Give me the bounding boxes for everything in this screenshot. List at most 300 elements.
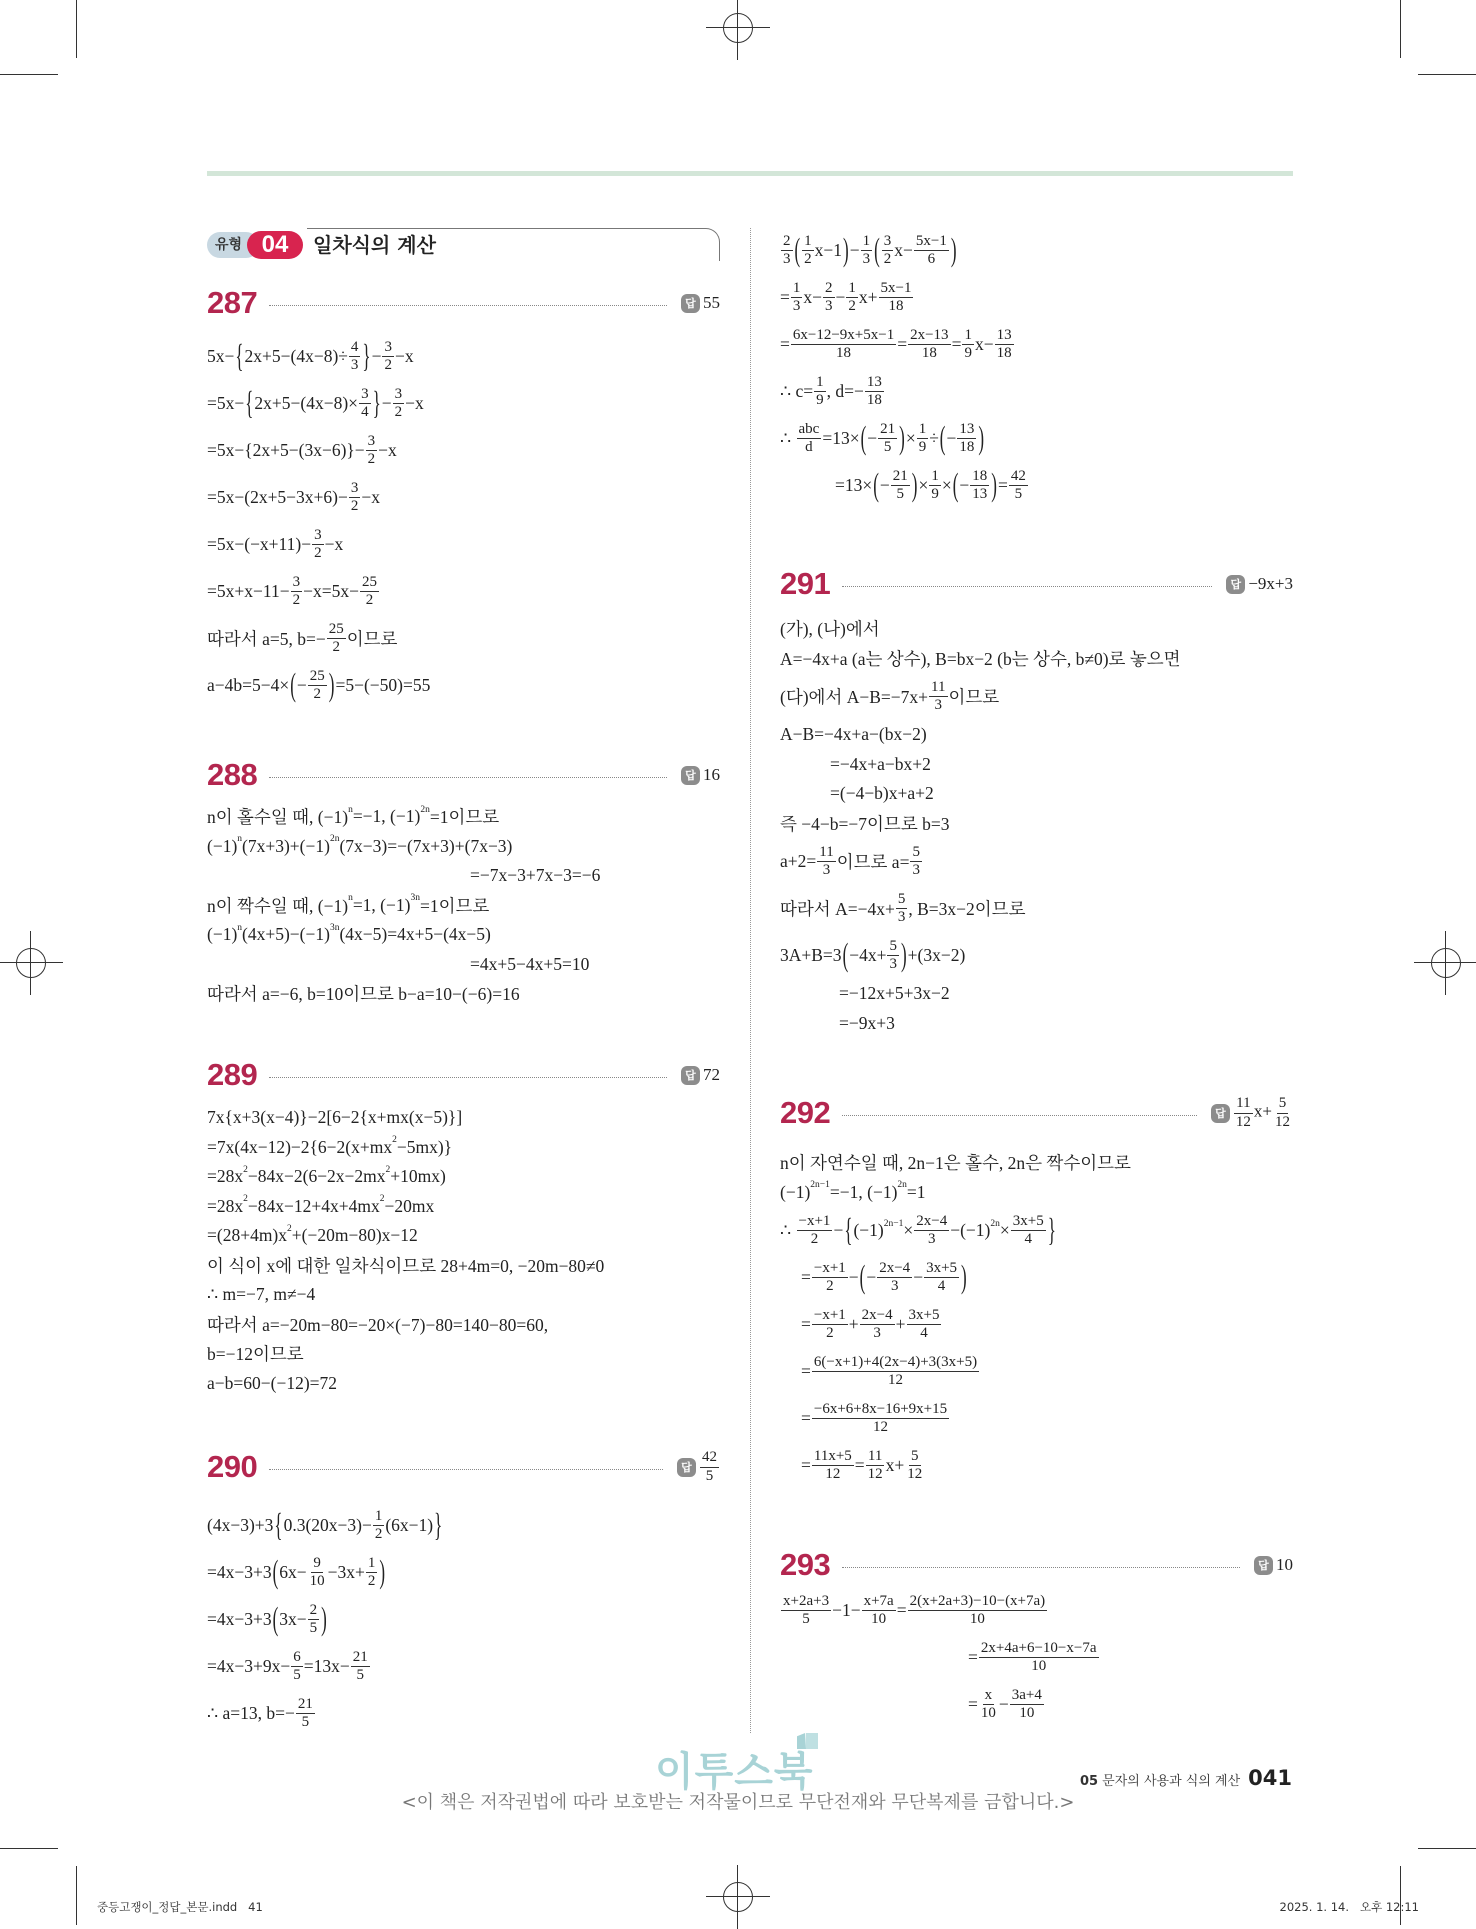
fraction <box>797 1213 833 1249</box>
fraction <box>366 433 378 469</box>
solution-line <box>207 832 600 862</box>
math-text: +(−20m−80)x−12 <box>291 1225 418 1246</box>
math-text: − <box>866 1267 877 1287</box>
watermark-logo: 이투스북 <box>655 1749 814 1795</box>
fraction-numerator: 11 <box>817 844 835 862</box>
fraction-numerator: x+2a+3 <box>781 1593 831 1611</box>
math-text: −5mx)} <box>396 1136 453 1157</box>
math-text: = <box>951 334 962 354</box>
math-text: =−7x−3+7x−3=−6 <box>470 865 601 886</box>
math-text: 따라서 a=−6, b=10이므로 b−a=10−(−6)=16 <box>207 984 520 1005</box>
large-bracket: } <box>434 1506 443 1543</box>
fraction-numerator: 13 <box>865 374 884 392</box>
fraction <box>924 1260 959 1296</box>
solution-line <box>207 1369 604 1399</box>
math-text: 이므로 <box>948 687 1000 707</box>
math-text: = <box>780 287 790 307</box>
answer-value <box>703 765 720 785</box>
math-text: (−1) <box>207 835 238 856</box>
fraction-denominator: 3 <box>912 862 920 878</box>
fraction-numerator: 2x−13 <box>908 327 950 345</box>
large-bracket: ) <box>843 231 849 268</box>
section-title: 일차식의 계산 <box>313 233 436 257</box>
fraction-numerator: 3 <box>349 480 361 498</box>
solution-lines <box>780 614 1181 1038</box>
section-banner <box>207 228 720 264</box>
fraction-denominator: 2 <box>313 686 322 702</box>
crop-mark <box>1400 1866 1401 1925</box>
crop-mark <box>0 1848 58 1849</box>
fraction-numerator: 2 <box>308 1602 320 1620</box>
fraction-numerator: 1 <box>929 468 941 486</box>
fraction <box>812 1401 949 1437</box>
large-bracket: ( <box>859 1258 866 1295</box>
fraction <box>878 421 897 457</box>
fraction-denominator: 10 <box>309 1573 325 1589</box>
fraction-numerator: 2x−4 <box>860 1307 895 1325</box>
solution-line <box>207 662 430 709</box>
fraction-denominator: 2 <box>848 298 856 314</box>
fraction <box>908 327 950 363</box>
fraction <box>373 1508 385 1544</box>
math-text: −3x+ <box>327 1562 365 1582</box>
fraction-denominator: 12 <box>825 1466 841 1482</box>
fraction-denominator: 2 <box>883 251 892 267</box>
problem-number: 292 <box>780 1095 831 1130</box>
fraction-denominator: 5 <box>309 1620 318 1636</box>
fraction-numerator: 42 <box>1009 468 1028 486</box>
superscript: 3n <box>329 922 340 933</box>
math-text: b=−12이므로 <box>207 1344 304 1365</box>
answer-value <box>1233 1095 1293 1131</box>
math-text: =4x−3+3 <box>207 1562 272 1582</box>
solution-line <box>207 1596 443 1643</box>
solution-line <box>780 838 1181 885</box>
solution-line <box>207 380 430 427</box>
fraction-numerator: 18 <box>970 468 989 486</box>
math-text: − <box>849 240 860 260</box>
fraction-numerator: 2x+4a+6−10−x−7a <box>979 1640 1099 1658</box>
column-divider <box>750 228 751 1733</box>
fraction-numerator: 6 <box>291 1649 303 1667</box>
fraction-numerator: 25 <box>327 621 346 639</box>
fraction-numerator: 1 <box>814 374 826 392</box>
fraction-numerator: 13 <box>995 327 1014 345</box>
large-bracket: ( <box>272 1600 279 1637</box>
fraction-denominator: 4 <box>937 1278 946 1294</box>
math-text: 따라서 a=−20m−80=−20×(−7)−80=140−80=60, <box>207 1314 549 1335</box>
fraction-denominator: 18 <box>836 345 852 361</box>
math-text: A=−4x+a (a는 상수), B=bx−2 (b는 상수, b≠0)로 놓으면 <box>780 648 1181 669</box>
fraction <box>865 374 884 410</box>
math-text: − <box>959 475 970 495</box>
large-bracket: ) <box>950 231 957 268</box>
fraction <box>957 421 976 457</box>
answer <box>681 765 720 785</box>
large-bracket: ) <box>328 666 335 703</box>
math-text: = <box>854 1455 865 1475</box>
fraction-numerator: 2x−4 <box>914 1213 949 1231</box>
solution-lines <box>207 802 600 1009</box>
fraction <box>296 1696 315 1732</box>
type-number-badge: 04 <box>247 231 303 259</box>
fraction-numerator: 2(x+2a+3)−10−(x+7a) <box>908 1593 1048 1611</box>
problem-header <box>207 1055 720 1095</box>
crop-mark <box>1418 1848 1476 1849</box>
answer <box>1254 1555 1293 1575</box>
problem-number: 291 <box>780 566 831 601</box>
math-text: =5−(−50)=55 <box>335 675 431 695</box>
fraction-denominator: 3 <box>783 251 791 267</box>
math-text: − <box>371 346 382 366</box>
fraction-denominator: 2 <box>374 1526 383 1542</box>
math-text: −x <box>394 346 414 366</box>
math-text: × <box>918 475 929 495</box>
fraction-numerator: 3x+5 <box>907 1307 942 1325</box>
answer-icon: 답 <box>681 294 700 313</box>
fraction <box>879 280 914 316</box>
solution-line <box>207 920 600 950</box>
solution-line <box>207 1339 604 1369</box>
math-text: × <box>999 1220 1010 1240</box>
solution-line <box>780 1148 1131 1178</box>
problem-header <box>207 283 720 323</box>
solution-line <box>207 474 430 521</box>
fraction-denominator: 9 <box>931 486 939 502</box>
solution-line <box>207 802 600 832</box>
superscript: 2 <box>392 1135 397 1146</box>
fraction-denominator: 12 <box>873 1419 888 1435</box>
large-bracket: } <box>1047 1211 1056 1248</box>
math-text: (다)에서 A−B=−7x+ <box>780 687 929 707</box>
math-text: 16 <box>703 765 720 784</box>
solution-line <box>780 809 1181 839</box>
math-text: − <box>835 287 846 307</box>
dotted-leader <box>269 305 667 306</box>
fraction-denominator: 3 <box>890 1278 899 1294</box>
fraction <box>929 679 947 715</box>
fraction-numerator: 2 <box>781 233 793 251</box>
math-text: 2x+5−(4x−8)× <box>254 393 359 413</box>
fraction <box>359 386 371 422</box>
solution-line <box>780 779 1181 809</box>
fraction <box>846 280 858 316</box>
fraction-numerator: 21 <box>351 1649 370 1667</box>
fraction <box>349 480 361 516</box>
math-text: =4x+5−4x+5=10 <box>470 953 590 974</box>
math-text: + <box>848 1314 859 1334</box>
answer <box>1211 1095 1293 1131</box>
solution-line <box>780 1681 1100 1728</box>
solution-line <box>207 950 600 980</box>
fraction-numerator: 1 <box>962 327 974 345</box>
math-text: 이므로 <box>346 629 398 649</box>
answer-icon: 답 <box>681 1066 700 1085</box>
math-text: 따라서 A=−4x+ <box>780 899 895 919</box>
superscript: 2n <box>897 1180 907 1191</box>
math-text: = <box>968 1647 978 1667</box>
fraction <box>700 1449 719 1485</box>
math-text: =13× <box>822 428 860 448</box>
solution-line <box>780 932 1181 979</box>
fraction <box>866 1448 885 1484</box>
fraction-numerator: x <box>983 1687 995 1705</box>
type-badge: 유형 <box>207 232 259 258</box>
math-text: (4x−3)+3 <box>207 1515 274 1535</box>
answer <box>681 1065 720 1085</box>
large-bracket: ) <box>911 466 918 503</box>
math-text: 5x− <box>207 346 235 366</box>
math-text: n이 짝수일 때, (−1) <box>207 895 349 916</box>
fraction-denominator: 12 <box>907 1466 923 1482</box>
fraction-numerator: 6(−x+1)+4(2x−4)+3(3x+5) <box>812 1354 979 1372</box>
solution-line <box>207 615 430 662</box>
solution-line <box>780 321 1029 368</box>
large-bracket: ( <box>873 466 879 503</box>
solution-line <box>207 1643 443 1690</box>
fraction-denominator: 9 <box>816 392 824 408</box>
fraction <box>910 844 922 880</box>
fraction <box>797 421 822 457</box>
solution-line <box>780 1442 1131 1489</box>
fraction-denominator: 3 <box>825 298 833 314</box>
answer-icon: 답 <box>677 1458 696 1477</box>
math-text: x+ <box>1253 1101 1272 1121</box>
solution-lines <box>780 1587 1100 1728</box>
fraction-denominator: 18 <box>866 392 882 408</box>
fraction <box>1234 1095 1253 1131</box>
fraction-denominator: 18 <box>888 298 904 314</box>
fraction-numerator: 11x+5 <box>812 1448 854 1466</box>
large-bracket: } <box>362 337 371 374</box>
fraction-numerator: 25 <box>360 574 379 592</box>
registration-mark <box>1431 948 1461 978</box>
fraction-denominator: 9 <box>918 439 927 455</box>
math-text: ÷ <box>929 428 939 448</box>
math-text: = <box>897 334 908 354</box>
fraction-numerator: 3 <box>359 386 371 404</box>
math-text: =7x(4x−12)−2{6−2(x+mx <box>207 1136 393 1157</box>
fraction-denominator: 4 <box>1024 1231 1032 1247</box>
math-text: =5x+x−11− <box>207 581 290 601</box>
math-text: ∴ <box>780 428 796 448</box>
solution-line <box>207 1192 604 1222</box>
fraction-denominator: 2 <box>826 1278 834 1294</box>
fraction-denominator: 3 <box>350 357 359 373</box>
math-text: x−1 <box>814 240 843 260</box>
solution-line <box>780 720 1181 750</box>
large-bracket: ) <box>321 1600 327 1637</box>
crop-mark <box>76 0 77 58</box>
fraction-numerator: 9 <box>311 1555 323 1573</box>
math-text: −20mx <box>384 1195 435 1216</box>
math-text: x− <box>894 240 913 260</box>
large-bracket: ( <box>860 419 867 456</box>
fraction <box>351 1649 370 1685</box>
solution-line <box>207 861 600 891</box>
fraction <box>791 327 896 363</box>
fraction <box>308 1555 327 1591</box>
fraction <box>917 421 929 457</box>
fraction-numerator: 1 <box>917 421 929 439</box>
solution-line <box>207 521 430 568</box>
solution-line <box>780 1178 1131 1208</box>
fraction-denominator: 18 <box>959 439 975 455</box>
math-text: =−9x+3 <box>839 1012 895 1033</box>
math-text: =1이므로 <box>429 807 500 828</box>
large-bracket: { <box>844 1211 853 1248</box>
solution-lines-continued <box>780 227 1029 509</box>
math-text: 55 <box>703 293 720 312</box>
fraction-denominator: 5 <box>802 1611 810 1627</box>
superscript: n <box>348 804 353 815</box>
fraction <box>823 280 835 316</box>
fraction <box>979 1640 1099 1676</box>
fraction-numerator: 1 <box>861 233 873 251</box>
math-text: A−B=−4x+a−(bx−2) <box>780 724 927 745</box>
fraction-numerator: 3 <box>291 574 303 592</box>
fraction-denominator: 2 <box>804 251 812 267</box>
fraction-numerator: 5 <box>1277 1095 1289 1113</box>
fraction-numerator: 25 <box>308 668 327 686</box>
fraction-denominator: 12 <box>867 1466 883 1482</box>
math-text: − <box>833 1220 844 1240</box>
math-text: × <box>941 475 952 495</box>
fraction-numerator: 3 <box>393 386 405 404</box>
fraction <box>817 844 835 880</box>
fraction-denominator: 4 <box>361 404 369 420</box>
math-text: =28x <box>207 1195 244 1216</box>
superscript: 2 <box>379 1194 385 1205</box>
file-slug: 중등고쟁이_정답_본문.indd 41 <box>97 1900 263 1914</box>
problem-header <box>207 1447 720 1487</box>
math-text: 7x{x+3(x−4)}−2[6−2{x+mx(x−5)}] <box>207 1107 463 1128</box>
superscript: 2n−1 <box>883 1218 904 1229</box>
fraction-numerator: 4 <box>349 339 361 357</box>
superscript: 2 <box>287 1223 292 1234</box>
math-text: = <box>968 1694 978 1714</box>
fraction-denominator: 5 <box>356 1667 364 1683</box>
math-text: 이므로 a= <box>836 852 910 872</box>
math-text: =1, (−1) <box>352 894 411 915</box>
solution-line <box>780 1348 1131 1395</box>
fraction-denominator: 12 <box>887 1372 903 1388</box>
fraction <box>791 280 803 316</box>
fraction-denominator: 2 <box>394 404 403 420</box>
fraction <box>393 386 405 422</box>
math-text: (−1) <box>853 1220 884 1240</box>
fraction-numerator: 1 <box>366 1555 378 1573</box>
fraction <box>781 233 793 269</box>
fraction-numerator: 5 <box>910 844 922 862</box>
crop-mark <box>1418 74 1476 75</box>
solution-line <box>780 979 1181 1009</box>
math-text: (가), (나)에서 <box>780 619 880 640</box>
answer <box>677 1449 720 1485</box>
fraction-numerator: 5 <box>896 891 908 909</box>
fraction-numerator: −x+1 <box>797 1213 833 1231</box>
fraction <box>1010 1687 1044 1723</box>
math-text: −84x−12+4x+4mx <box>247 1195 380 1216</box>
fraction-numerator: 42 <box>700 1449 719 1467</box>
fraction-denominator: 5 <box>883 439 892 455</box>
solution-line <box>207 568 430 615</box>
fraction-denominator: 2 <box>367 451 376 467</box>
math-text: × <box>905 428 916 448</box>
answer <box>1226 574 1293 594</box>
fraction <box>360 574 379 610</box>
registration-mark <box>723 1882 753 1912</box>
dotted-leader <box>842 1115 1197 1116</box>
superscript: 2n <box>420 804 430 815</box>
fraction <box>882 233 894 269</box>
fraction <box>1011 1213 1046 1249</box>
solution-line <box>780 614 1181 644</box>
solution-line <box>207 1690 443 1737</box>
fraction-numerator: −x+1 <box>812 1307 848 1325</box>
dotted-leader <box>269 777 667 778</box>
fraction-denominator: d <box>805 439 813 455</box>
page-number: 041 <box>1248 1766 1292 1790</box>
math-text: =5x−(2x+5−3x+6)− <box>207 487 348 507</box>
math-text: a−b=60−(−12)=72 <box>207 1372 338 1393</box>
math-text: − <box>998 1694 1009 1714</box>
fraction-denominator: 2 <box>384 357 392 373</box>
math-text: =28x <box>207 1166 244 1187</box>
fraction <box>327 621 346 657</box>
fraction-denominator: 2 <box>365 592 374 608</box>
large-bracket: ( <box>952 466 959 503</box>
math-text: =13x− <box>303 1656 350 1676</box>
chapter-label <box>1080 1770 1240 1789</box>
solution-line <box>780 1254 1131 1301</box>
crop-mark <box>1400 0 1401 58</box>
fraction-denominator: 3 <box>934 697 943 713</box>
fraction <box>995 327 1014 363</box>
math-text: −1− <box>832 1600 861 1620</box>
solution-line <box>207 979 600 1009</box>
dotted-leader <box>842 1567 1240 1568</box>
math-text: x− <box>974 334 994 354</box>
fraction-numerator: 1 <box>846 280 858 298</box>
fraction <box>291 1649 303 1685</box>
fraction <box>891 468 910 504</box>
math-text: ∴ a=13, b=− <box>207 1703 295 1723</box>
math-text: =5x−(−x+11)− <box>207 534 312 554</box>
large-bracket: ( <box>939 419 946 456</box>
fraction-numerator: 3a+4 <box>1010 1687 1044 1705</box>
math-text: =1이므로 <box>419 895 490 916</box>
dotted-leader <box>269 1469 663 1470</box>
fraction-numerator: 3 <box>312 527 324 545</box>
fraction-numerator: 2x−4 <box>877 1260 912 1278</box>
solution-line <box>780 1009 1181 1039</box>
fraction-denominator: 5 <box>896 486 905 502</box>
math-text: = <box>801 1314 811 1334</box>
fraction-denominator: 2 <box>367 1573 376 1589</box>
answer-value <box>703 1065 720 1085</box>
fraction-denominator: 5 <box>705 1467 714 1484</box>
solution-line <box>780 885 1181 932</box>
large-bracket: ) <box>379 1553 386 1590</box>
fraction-numerator: 1 <box>791 280 803 298</box>
math-text: 6x− <box>279 1562 307 1582</box>
solution-line <box>780 227 1029 274</box>
fraction-denominator: 3 <box>927 1231 936 1247</box>
math-text: +10mx) <box>390 1166 446 1187</box>
math-text: n이 홀수일 때, (−1) <box>207 807 349 828</box>
solution-line <box>207 1549 443 1596</box>
